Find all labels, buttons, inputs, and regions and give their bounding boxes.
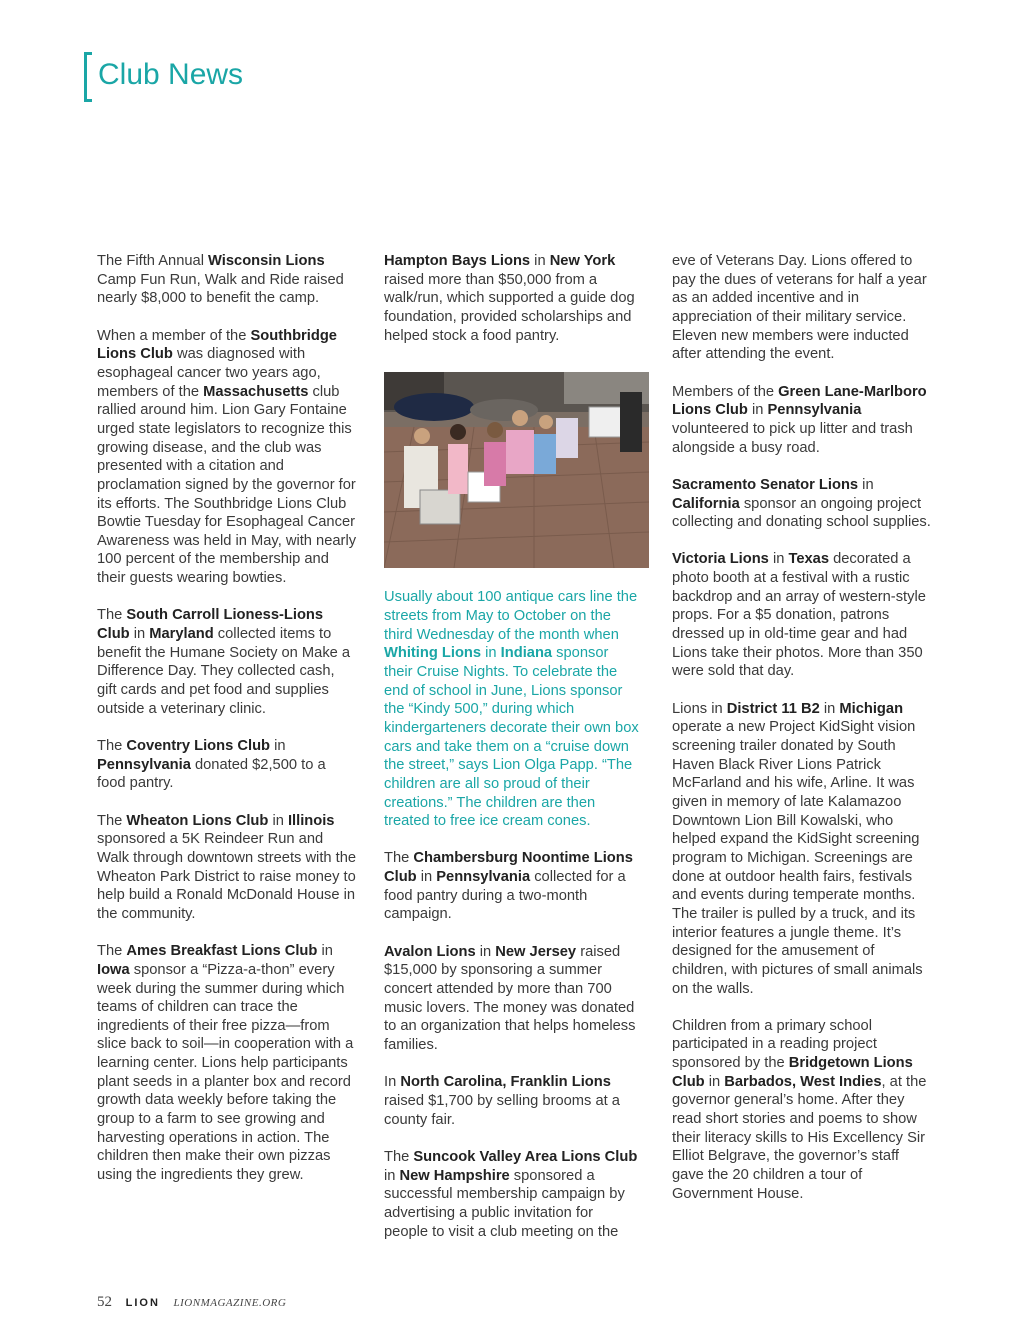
text: in — [268, 812, 288, 829]
news-paragraph — [97, 327, 357, 588]
text: The Fifth Annual — [97, 253, 209, 269]
bold-text: Suncook Valley Area Lions Club — [413, 1148, 638, 1165]
text: Usually about 100 antique cars line the streets from May to October on the third Wednesday of the month when — [384, 589, 638, 643]
bold-text: Ames Breakfast Lions Club — [126, 943, 318, 960]
text: in — [384, 1167, 400, 1184]
bold-text: Pennsylvania — [436, 869, 531, 886]
page-number: 52 — [97, 1294, 112, 1310]
text: in — [858, 476, 874, 493]
text: in — [704, 1073, 725, 1090]
bold-text: Chambersburg Noontime Lions Club — [384, 850, 633, 886]
text: raised more than $50,000 from a walk/run, which supported a guide dog foundation, provided scholarships and helped stock a food pantry. — [384, 271, 635, 344]
news-paragraph — [97, 606, 357, 718]
bold-text: New York — [549, 253, 616, 269]
bold-text: Victoria Lions — [672, 551, 769, 568]
bold-text: California — [672, 495, 740, 512]
text: sponsored a 5K Reindeer Run and Walk through downtown streets with the Wheaton Park District to raise money to help build a Ronald McDonald House in the community. — [97, 831, 357, 922]
news-paragraph — [384, 252, 639, 345]
bold-text: Massachusetts — [203, 383, 309, 400]
website-url: LIONMAGAZINE.ORG — [173, 1297, 287, 1309]
news-paragraph — [672, 476, 934, 532]
bold-text: Barbados, West Indies — [724, 1073, 882, 1090]
text: sponsored a successful membership campaign by advertising a public invitation for people to visit a club meeting on the — [384, 1167, 625, 1240]
text: club rallied around him. Lion Gary Fontaine urged state legislators to recognize this growing disease, and the club was presented with a citation and proclamation signed by the governor for its efforts. The Southbridge Lions Club Bowtie Tuesday for Esophageal Cancer Awareness was held in May, with nearly 100 percent of the membership and their guests wearing bowties. — [97, 383, 357, 587]
column-2-top — [384, 252, 639, 345]
bold-text: Pennsylvania — [767, 402, 862, 419]
text: sponsor an ongoing project collecting and donating school supplies. — [672, 495, 931, 531]
bold-text: District 11 B2 — [726, 700, 820, 717]
text: in — [475, 943, 496, 960]
text: sponsor their Cruise Nights. To celebrate the end of school in June, Lions sponsor the “Kindy 500,” during which kindergarteners decorate their own box cars and take them on a “cruise down the street,” says Lion Olga Papp. “The children are all so proud of their creations.” The children are then treated to free ice cream cones. — [384, 645, 639, 830]
column-1 — [97, 252, 357, 1203]
text: in — [416, 869, 437, 886]
text: The — [97, 607, 127, 624]
bold-text: Iowa — [97, 961, 130, 978]
news-paragraph — [672, 700, 934, 999]
bold-text: Pennsylvania — [97, 756, 191, 773]
column-2 — [384, 252, 639, 1260]
text: Camp Fun Run, Walk and Ride raised nearly $8,000 to benefit the camp. — [97, 271, 344, 307]
section-title: Club News — [98, 58, 244, 91]
text: collected for a food pantry during a two-month campaign. — [384, 869, 626, 923]
news-paragraph — [672, 1017, 934, 1204]
bold-text: Wisconsin Lions — [208, 253, 325, 269]
text: donated $2,500 to a food pantry. — [97, 756, 326, 792]
bracket-decoration — [84, 52, 92, 102]
text: Members of the — [672, 383, 779, 400]
text: in — [481, 645, 501, 662]
text: raised $15,000 by sponsoring a summer concert attended by more than 700 music lovers. The money was donated to an organization that helps homeless families. — [384, 943, 636, 1053]
text: The — [384, 850, 414, 867]
bold-text: Hampton Bays Lions — [384, 253, 531, 269]
bold-text: Green Lane-Marlboro Lions Club — [672, 383, 927, 419]
bold-text: Coventry Lions Club — [126, 738, 271, 755]
text: When a member of the — [97, 327, 251, 344]
text: collected items to benefit the Humane Society on Make a Difference Day. They collected cash, gift cards and pet food and supplies outside a veterinary clinic. — [97, 626, 351, 717]
text: The — [97, 738, 127, 755]
text: decorated a photo booth at a festival with a rustic backdrop and an array of western-style props. For a $5 donation, patrons dressed up in old-time gear and had Lions take their photos. More than 350 were sold that day. — [672, 551, 926, 680]
bold-text: South Carroll Lioness-Lions Club — [97, 607, 324, 643]
text: Lions in — [672, 700, 727, 717]
text: in — [317, 943, 333, 960]
bold-text: New Jersey — [495, 943, 577, 960]
news-paragraph — [384, 1073, 639, 1129]
news-paragraph — [97, 737, 357, 793]
text: in — [129, 626, 150, 643]
text: raised $1,700 by selling brooms at a county fair. — [384, 1092, 620, 1128]
text: eve of Veterans Day. Lions offered to pay the dues of veterans for half a year as an added incentive and in appreciation of their military service. Eleven new members were inducted after attending the event. — [672, 253, 927, 363]
news-paragraph — [672, 252, 934, 364]
text: was diagnosed with esophageal cancer two years ago, members of the — [97, 346, 321, 400]
text: in — [819, 700, 840, 717]
bold-text: New Hampshire — [399, 1167, 510, 1184]
bold-text: Bridgetown Lions Club — [672, 1055, 913, 1090]
photo-children-with-box-cars-icon — [384, 372, 649, 568]
text: , at the governor general’s home. After they read short stories and poems to show their literacy skills to His Excellency Sir Elliot Belgrave, the governor’s staff gave the 20 children a tour of Government House. — [672, 1073, 927, 1202]
text: in — [768, 551, 789, 568]
text: volunteered to pick up litter and trash alongside a busy road. — [672, 420, 913, 456]
text: in — [530, 253, 550, 269]
text: The — [97, 943, 127, 960]
bold-text: Texas — [788, 551, 830, 568]
bold-text: Michigan — [839, 700, 904, 717]
page-footer — [97, 1294, 286, 1311]
column-2-bottom — [384, 849, 639, 1241]
news-paragraph — [384, 849, 639, 924]
bold-text: Whiting Lions — [384, 645, 482, 662]
photo-caption — [384, 588, 639, 831]
bold-text: Indiana — [500, 645, 553, 662]
text: sponsor a “Pizza-a-thon” every week during the summer during which teams of children can trace the ingredients of their free pizza—from slice back to soil—in cooperation with a learning center. Lions help participants plant seeds in a planter box and record growth data weekly before taking the group to a farm to see growing and harvesting operations in action. The children then make their own pizzas using the ingredients they grew. — [97, 961, 354, 1184]
text: The — [97, 812, 127, 829]
magazine-name: LION — [125, 1297, 160, 1309]
bold-text: Illinois — [287, 812, 335, 829]
news-paragraph — [97, 252, 357, 308]
text: The — [384, 1148, 414, 1165]
text: In — [384, 1074, 401, 1091]
text: operate a new Project KidSight vision screening trailer donated by South Haven Black River Lions Patrick McFarland and his wife, Arline. It was given in memory of late Kalamazoo Downtown Lion Bill Kowalski, who helped expand the KidSight screening program to Michigan. Screenings are done at outdoor health fairs, festivals and events during temperate months. The trailer is pulled by a truck, and its interior features a jungle theme. It’s designed for the amusement of children, with pictures of small animals on the walls. — [672, 719, 923, 997]
bold-text: Southbridge Lions Club — [97, 327, 337, 363]
news-paragraph — [97, 812, 357, 924]
bold-text: Sacramento Senator Lions — [672, 476, 859, 493]
text: in — [747, 402, 768, 419]
text: Children from a primary school participated in a reading project sponsored by the — [672, 1017, 877, 1072]
news-paragraph — [97, 942, 357, 1185]
photo-image — [384, 372, 649, 568]
bold-text: Maryland — [149, 626, 214, 643]
news-paragraph — [384, 1148, 639, 1241]
news-paragraph — [672, 550, 934, 681]
text: in — [270, 738, 286, 755]
bold-text: Wheaton Lions Club — [126, 812, 269, 829]
bold-text: Avalon Lions — [384, 943, 476, 960]
news-paragraph — [384, 943, 639, 1055]
bold-text: North Carolina, Franklin Lions — [400, 1074, 611, 1091]
news-paragraph — [384, 588, 639, 831]
news-paragraph — [672, 383, 934, 458]
column-3 — [672, 252, 934, 1222]
